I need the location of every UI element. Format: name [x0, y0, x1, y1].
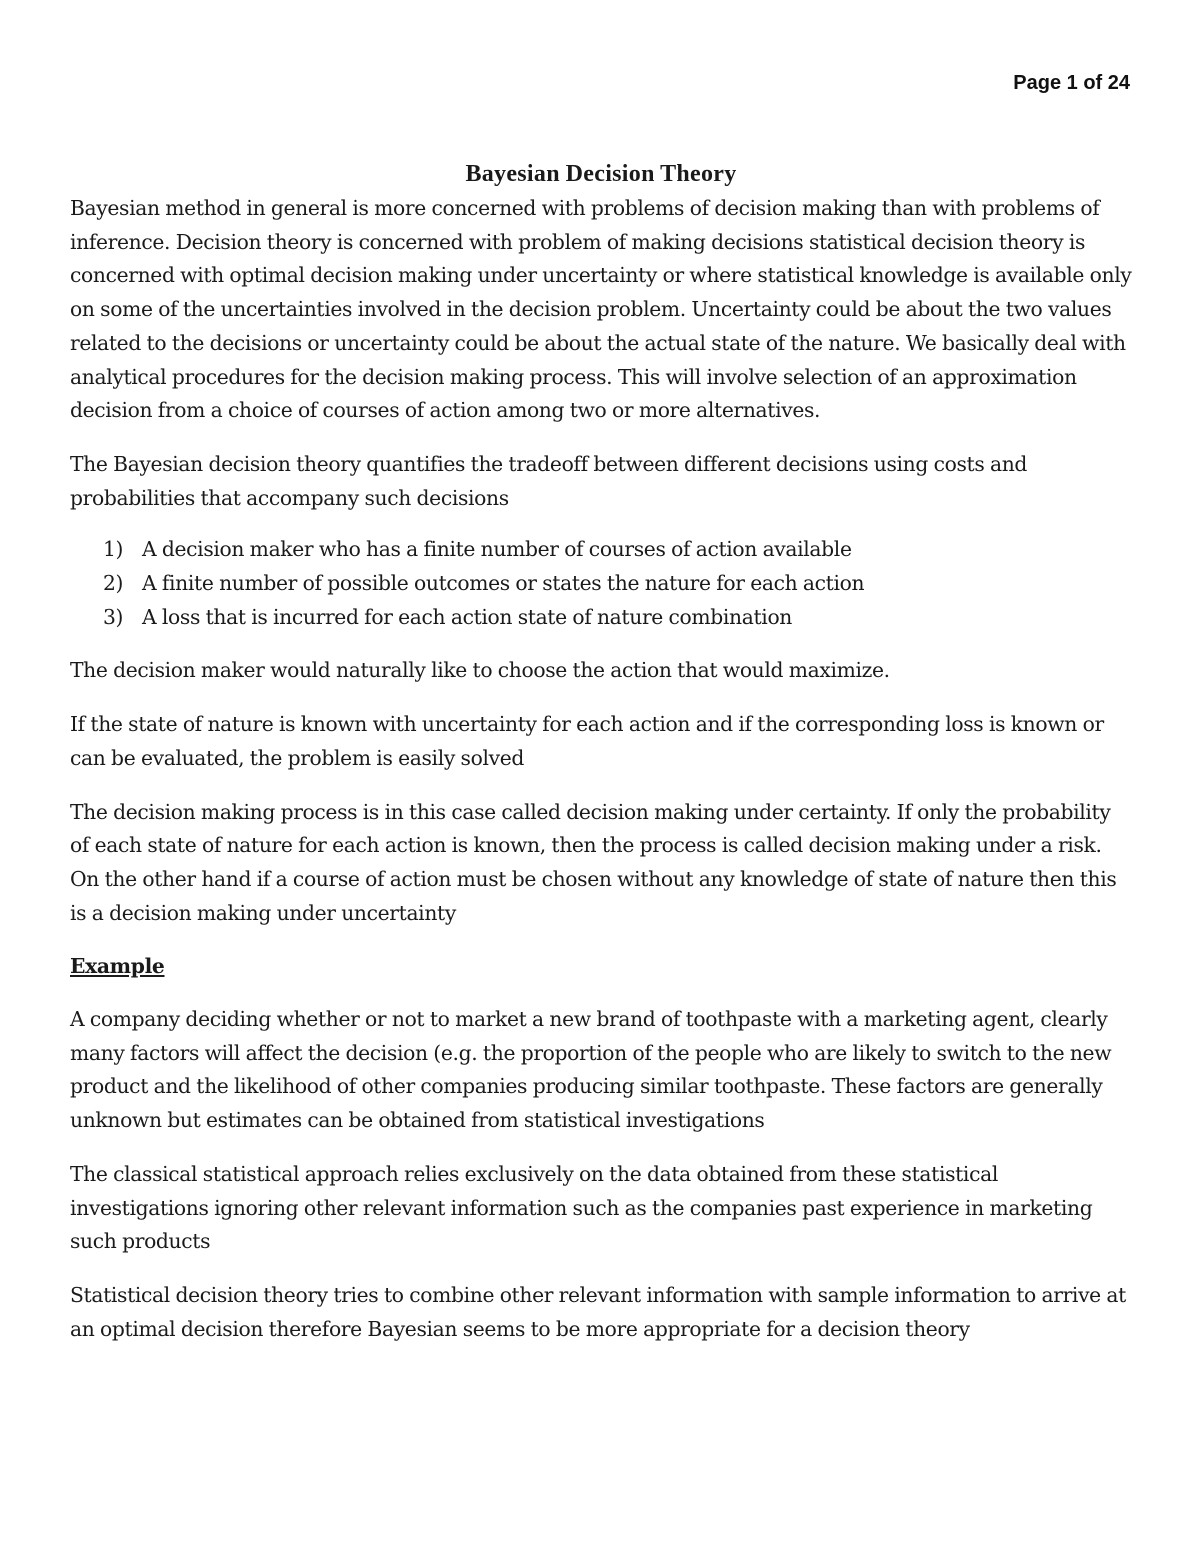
- document-body: [70, 158, 1132, 1366]
- tradeoff-paragraph: The Bayesian decision theory quantifies the tradeoff between different decisions using costs and probabilities that accompany such decisions: [70, 451, 1028, 510]
- intro-paragraph: Bayesian method in general is more concerned with problems of decision making than with problems of inference. Decision theory is concerned with problem of making decisions statistical decision theory is concerned with optimal decision making under uncertainty or where statistical knowledge is available only on some of the uncertainties involved in the decision problem. Uncertainty could be about the two values related to the decisions or uncertainty could be about the actual state of the nature. We basically deal with analytical procedures for the decision making process. This will involve selection of an approximation decision from a choice of courses of action among two or more alternatives.: [70, 196, 1132, 423]
- list-item-number: 2): [103, 571, 124, 596]
- maximize-paragraph: The decision maker would naturally like to choose the action that would maximize.: [70, 658, 890, 683]
- example-heading: Example: [70, 954, 165, 979]
- certainty-paragraph: If the state of nature is known with uncertainty for each action and if the corresponding loss is known or can be evaluated, the problem is easily solved: [70, 712, 1104, 770]
- risk-paragraph: The decision making process is in this case called decision making under certainty. If only the probability of each state of nature for each action is known, then the process is called decision making under a risk. On the other hand if a course of action must be chosen without any knowledge of state of nature then this is a decision making under uncertainty: [70, 799, 1117, 925]
- example-paragraph: A company deciding whether or not to market a new brand of toothpaste with a marketing agent, clearly many factors will affect the decision (e.g. the proportion of the people who are likely to switch to the new product and the likelihood of other companies producing similar toothpaste. These factors are generally unknown but estimates can be obtained from statistical investigations: [70, 1007, 1112, 1133]
- list-item-text: A decision maker who has a finite number of courses of action available: [142, 537, 852, 562]
- classical-paragraph: The classical statistical approach relies exclusively on the data obtained from these statistical investigations ignoring other relevant information such as the companies past experience in marketing such products: [70, 1161, 1093, 1254]
- list-item: [70, 601, 1132, 635]
- elements-list: [70, 533, 1132, 634]
- list-item-text: A finite number of possible outcomes or states the nature for each action: [142, 571, 865, 596]
- statistical-paragraph: Statistical decision theory tries to combine other relevant information with sample information to arrive at an optimal decision therefore Bayesian seems to be more appropriate for a decision theory: [70, 1282, 1126, 1341]
- list-item-text: A loss that is incurred for each action state of nature combination: [142, 604, 793, 629]
- list-item-number: 3): [103, 604, 124, 629]
- page-number: Page 1 of 24: [1013, 72, 1130, 94]
- document-title: Bayesian Decision Theory: [465, 161, 737, 187]
- list-item: [70, 533, 1132, 567]
- list-item: [70, 567, 1132, 601]
- list-item-number: 1): [103, 537, 124, 562]
